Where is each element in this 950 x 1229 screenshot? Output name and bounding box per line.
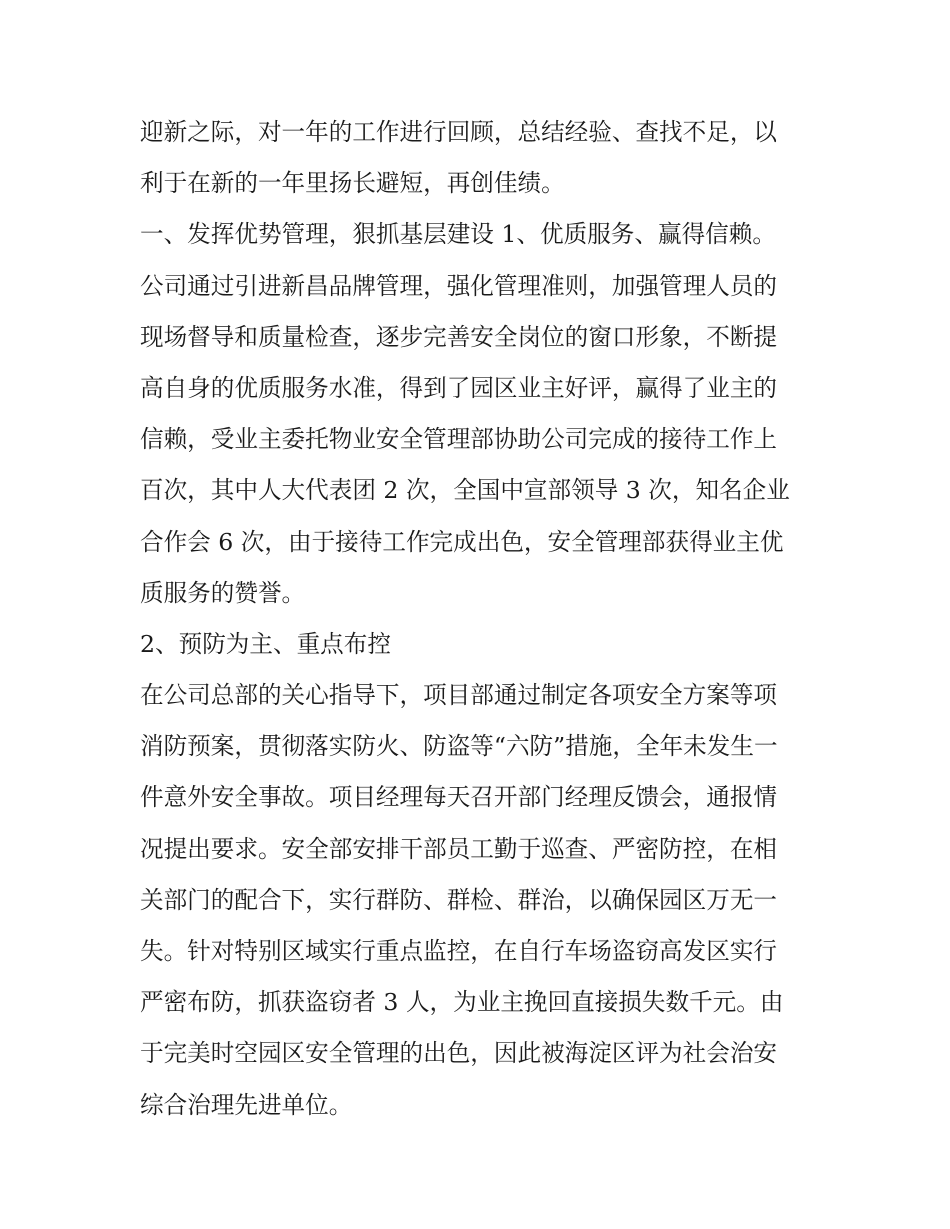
text-line-para2-3: 件意外安全事故。项目经理每天召开部门经理反馈会，通报情	[140, 783, 778, 812]
text-line-para1-3: 高自身的优质服务水准，得到了园区业主好评，赢得了业主的	[140, 373, 778, 402]
text-line-para2-2: 消防预案，贯彻落实防火、防盗等“六防”措施，全年未发生一	[140, 732, 778, 761]
text-line-intro-1: 迎新之际，对一年的工作进行回顾，总结经验、查找不足，以	[140, 118, 778, 146]
text-line-intro-2: 利于在新的一年里扬长避短，再创佳绩。	[140, 169, 565, 198]
text-line-para2-5: 关部门的配合下，实行群防、群检、群治，以确保园区万无一	[140, 885, 778, 914]
document-body	[140, 107, 812, 1131]
text-line-para1-5: 百次，其中人大代表团 2 次，全国中宣部领导 3 次，知名企业	[140, 476, 790, 505]
text-line-para2-6: 失。针对特别区域实行重点监控，在自行车场盗窃高发区实行	[140, 937, 778, 965]
text-line-para1-1: 公司通过引进新昌品牌管理，强化管理准则，加强管理人员的	[140, 271, 778, 300]
text-line-para1-2: 现场督导和质量检查，逐步完善安全岗位的窗口形象，不断提	[140, 322, 778, 351]
section-heading-1: 一、发挥优势管理，狠抓基层建设 1、优质服务、赢得信赖。	[140, 220, 776, 249]
section-heading-2: 2、预防为主、重点布控	[140, 629, 391, 658]
text-line-para1-7: 质服务的赞誉。	[140, 578, 306, 607]
text-line-para2-8: 于完美时空园区安全管理的出色，因此被海淀区评为社会治安	[140, 1039, 778, 1068]
text-line-para2-7: 严密布防，抓获盗窃者 3 人，为业主挽回直接损失数千元。由	[140, 988, 784, 1017]
text-line-para2-1: 在公司总部的关心指导下，项目部通过制定各项安全方案等项	[140, 681, 778, 710]
text-line-para2-4: 况提出要求。安全部安排干部员工勤于巡查、严密防控，在相	[140, 834, 778, 863]
text-line-para1-6: 合作会 6 次，由于接待工作完成出色，安全管理部获得业主优	[140, 527, 784, 556]
text-line-para2-9: 综合治理先进单位。	[140, 1090, 353, 1119]
text-line-para1-4: 信赖，受业主委托物业安全管理部协助公司完成的接待工作上	[140, 425, 778, 454]
